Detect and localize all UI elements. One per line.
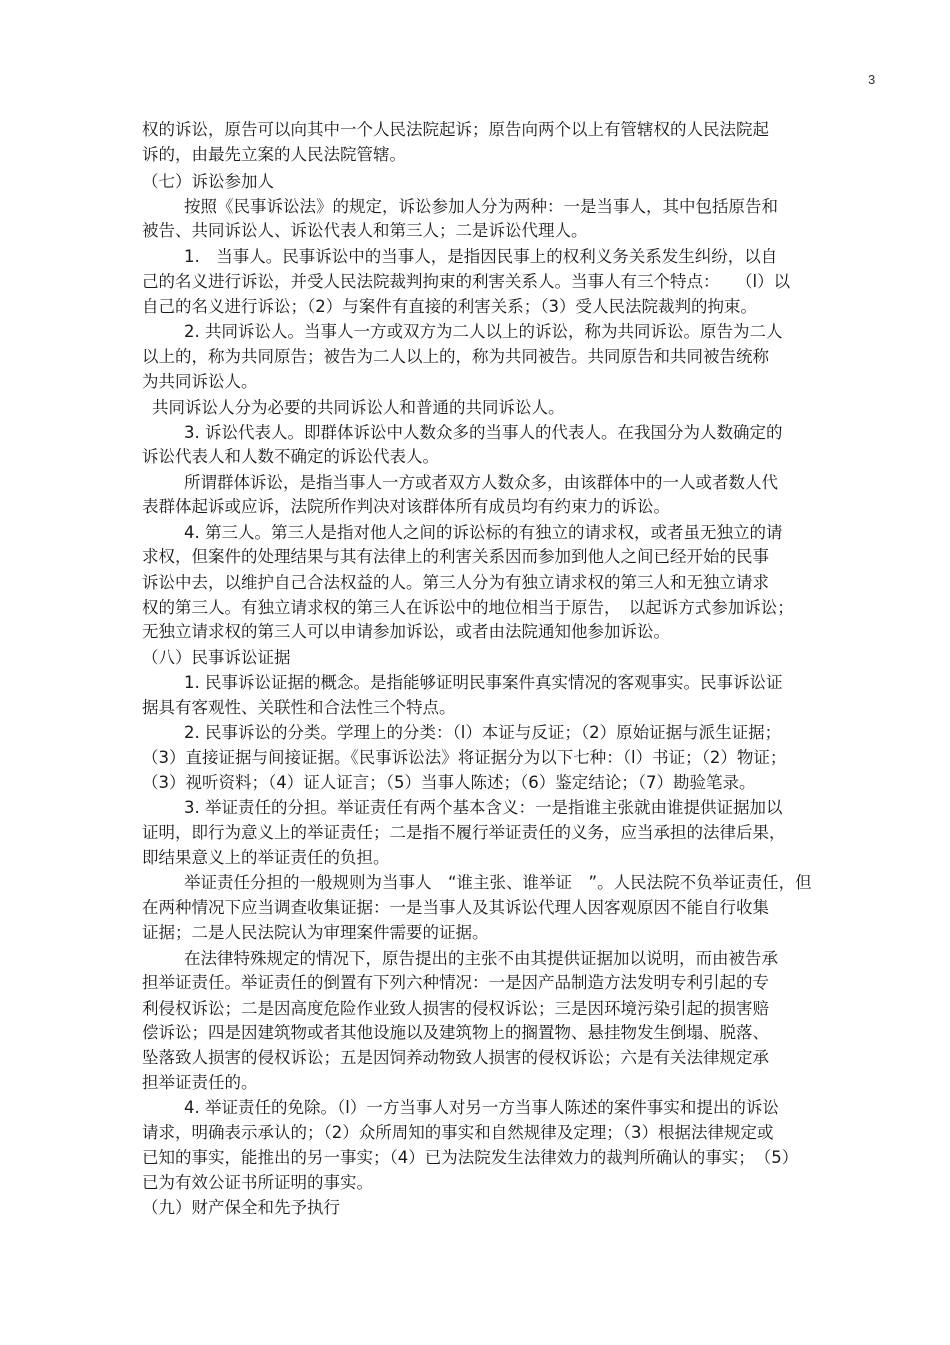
page-number: 3 [868,72,876,87]
text-line: （3）直接证据与间接证据。《民事诉讼法》将证据分为以下七种：（l）书证；（2）物证； [142,748,787,767]
text-line: 1. 当事人。民事诉讼中的当事人，是指因民事上的权利义务关系发生纠纷，以自 [184,247,778,266]
text-line: 共同诉讼人分为必要的共同诉讼人和普通的共同诉讼人。 [152,398,565,417]
text-line: 偿诉讼；四是因建筑物或者其他设施以及建筑物上的搁置物、悬挂物发生倒塌、脱落、 [142,1023,769,1042]
text-line: 无独立请求权的第三人可以申请参加诉讼，或者由法院通知他参加诉讼。 [142,622,670,641]
text-line: 已为有效公证书所证明的事实。 [142,1173,373,1192]
text-line: 己的名义进行诉讼，并受人民法院裁判拘束的利害关系人。当事人有三个特点： （l）以 [142,272,791,291]
text-line: 诉讼代表人和人数不确定的诉讼代表人。 [142,447,439,466]
text-line: 被告、共同诉讼人、诉讼代表人和第三人；二是诉讼代理人。 [142,221,588,240]
text-line: 证据；二是人民法院认为审理案件需要的证据。 [142,923,489,942]
text-line: 在两种情况下应当调查收集证据：一是当事人及其诉讼代理人因客观原因不能自行收集 [142,898,769,917]
text-line: 求权，但案件的处理结果与其有法律上的利害关系因而参加到他人之间已经开始的民事 [142,547,769,566]
text-line: 2. 民事诉讼的分类。学理上的分类：（l）本证与反证；（2）原始证据与派生证据； [184,723,782,742]
text-line: 证明，即行为意义上的举证责任；二是指不履行举证责任的义务，应当承担的法律后果， [142,823,786,842]
section-heading: （八）民事诉讼证据 [142,648,291,667]
text-line: 在法律特殊规定的情况下，原告提出的主张不由其提供证据加以说明，而由被告承 [184,949,778,968]
text-line: 表群体起诉或应诉，法院所作判决对该群体所有成员均有约束力的诉讼。 [142,497,670,516]
text-line: 3. 举证责任的分担。举证责任有两个基本含义：一是指谁主张就由谁提供证据加以 [184,798,783,817]
text-line: 已知的事实，能推出的另一事实；（4）已为法院发生法律效力的裁判所确认的事实； （5） [142,1148,799,1167]
text-line: 权的第三人。有独立请求权的第三人在诉讼中的地位相当于原告， 以起诉方式参加诉讼； [142,598,794,617]
text-line: 2. 共同诉讼人。当事人一方或双方为二人以上的诉讼，称为共同诉讼。原告为二人 [184,322,783,341]
text-line: 担举证责任。举证责任的倒置有下列六种情况：一是因产品制造方法发明专利引起的专 [142,973,769,992]
text-line: 担举证责任的。 [142,1073,258,1092]
text-line: 为共同诉讼人。 [142,372,258,391]
text-line: 1. 民事诉讼证据的概念。是指能够证明民事案件真实情况的客观事实。民事诉讼证 [184,673,783,692]
text-line: 4. 第三人。第三人是指对他人之间的诉讼标的有独立的请求权，或者虽无独立的请 [184,523,783,542]
text-line: 所谓群体诉讼，是指当事人一方或者双方人数众多，由该群体中的一人或者数人代 [184,473,778,492]
text-line: 自己的名义进行诉讼；（2）与案件有直接的利害关系；（3）受人民法院裁判的拘束。 [142,297,757,316]
text-line: 按照《民事诉讼法》的规定，诉讼参加人分为两种：一是当事人，其中包括原告和 [184,197,778,216]
text-line: 据具有客观性、关联性和合法性三个特点。 [142,698,456,717]
text-line: 4. 举证责任的免除。（l）一方当事人对另一方当事人陈述的案件事实和提出的诉讼 [184,1098,779,1117]
text-line: 3. 诉讼代表人。即群体诉讼中人数众多的当事人的代表人。在我国分为人数确定的 [184,423,783,442]
text-line: 权的诉讼，原告可以向其中一个人民法院起诉；原告向两个以上有管辖权的人民法院起 [142,120,769,139]
text-line: 诉的，由最先立案的人民法院管辖。 [142,145,406,164]
text-line: 利侵权诉讼；二是因高度危险作业致人损害的侵权诉讼；三是因环境污染引起的损害赔 [142,999,769,1018]
text-line: 即结果意义上的举证责任的负担。 [142,848,390,867]
text-line: 坠落致人损害的侵权诉讼；五是因饲养动物致人损害的侵权诉讼；六是有关法律规定承 [142,1048,769,1067]
text-line: 诉讼中去，以维护自己合法权益的人。第三人分为有独立请求权的第三人和无独立请求 [142,573,769,592]
text-line: 请求，明确表示承认的；（2）众所周知的事实和自然规律及定理；（3）根据法律规定或 [142,1123,774,1142]
section-heading: （九）财产保全和先予执行 [142,1198,340,1217]
text-line: 以上的，称为共同原告；被告为二人以上的，称为共同被告。共同原告和共同被告统称 [142,347,769,366]
text-line: 举证责任分担的一般规则为当事人 “谁主张、谁举证 ”。人民法院不负举证责任，但 [184,873,812,892]
section-heading: （七）诉讼参加人 [142,172,274,191]
text-line: （3）视听资料；（4）证人证言；（5）当事人陈述；（6）鉴定结论；（7）勘验笔录。 [142,773,756,792]
